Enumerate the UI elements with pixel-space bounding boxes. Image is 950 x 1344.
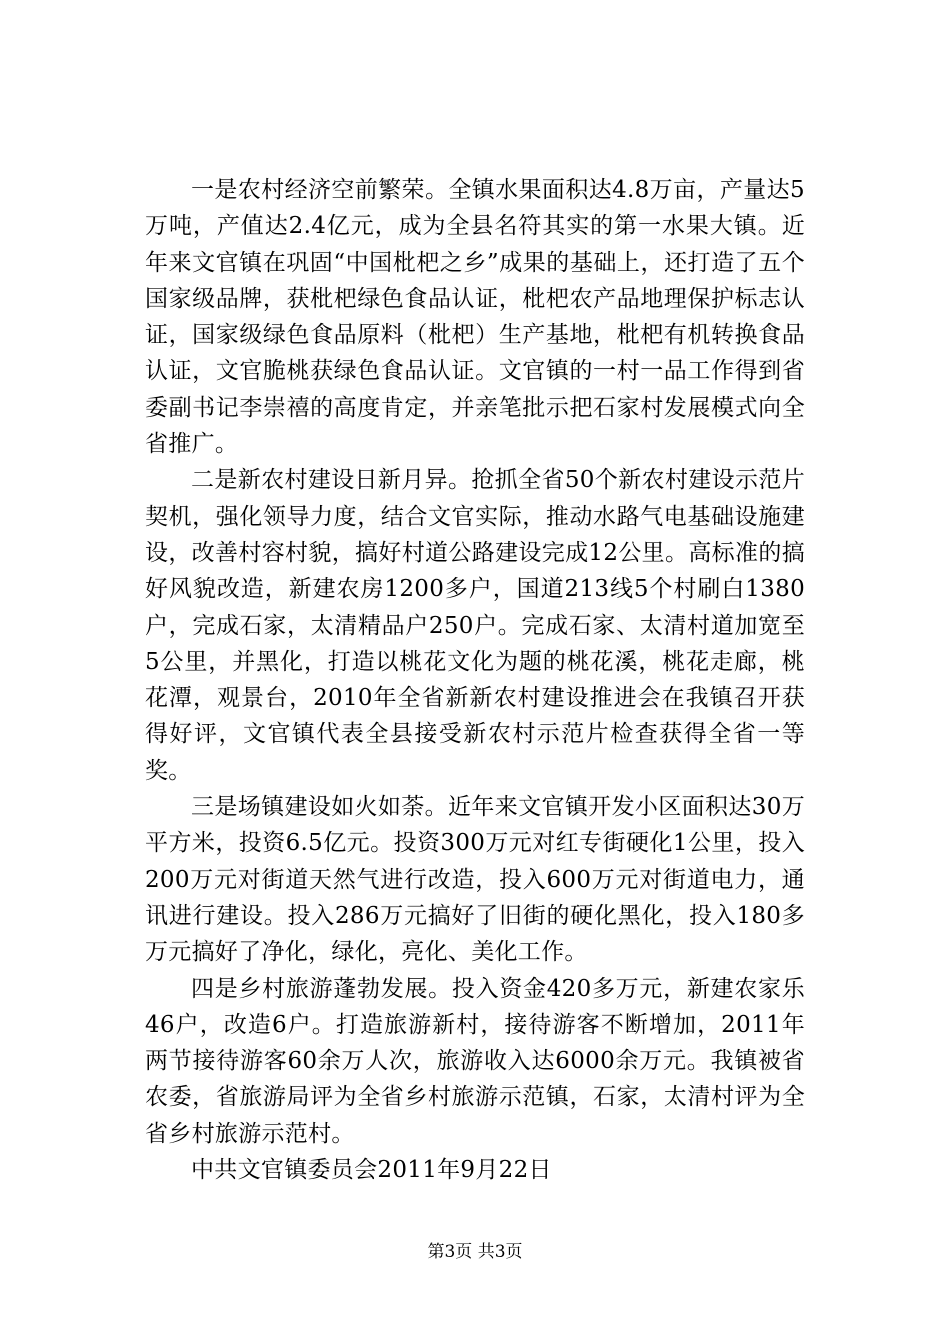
paragraph-town-construction: 三是场镇建设如火如荼。近年来文官镇开发小区面积达30万平方米，投资6.5亿元。投资300万元对红专街硬化1公里，投入200万元对街道天然气进行改造，投入600万元对街道电力，通讯进行建设。投入286万元搞好了旧街的硬化黑化，投入180多万元搞好了净化，绿化，亮化、美化工作。 bbox=[145, 794, 805, 966]
paragraph-new-countryside: 二是新农村建设日新月异。抢抓全省50个新农村建设示范片契机，强化领导力度，结合文官实际，推动水路气电基础设施建设，改善村容村貌，搞好村道公路建设完成12公里。高标准的搞好风貌改造，新建农房1200多户，国道213线5个村刷白1380户，完成石家，太清精品户250户。完成石家、太清村道加宽至5公里，并黑化，打造以桃花文化为题的桃花溪，桃花走廊，桃花潭，观景台，2010年全省新新农村建设推进会在我镇召开获得好评，文官镇代表全县接受新农村示范片检查获得全省一等奖。 bbox=[145, 467, 805, 784]
paragraph-rural-tourism: 四是乡村旅游蓬勃发展。投入资金420多万元，新建农家乐46户，改造6户。打造旅游新村，接待游客不断增加，2011年两节接待游客60余万人次，旅游收入达6000余万元。我镇被省农委，省旅游局评为全省乡村旅游示范镇，石家，太清村评为全省乡村旅游示范村。 bbox=[145, 975, 805, 1147]
paragraph-rural-economy: 一是农村经济空前繁荣。全镇水果面积达4.8万亩，产量达5万吨，产值达2.4亿元，成为全县名符其实的第一水果大镇。近年来文官镇在巩固“中国枇杷之乡”成果的基础上，还打造了五个国家级品牌，获枇杷绿色食品认证，枇杷农产品地理保护标志认证，国家级绿色食品原料（枇杷）生产基地，枇杷有机转换食品认证，文官脆桃获绿色食品认证。文官镇的一村一品工作得到省委副书记李崇禧的高度肯定，并亲笔批示把石家村发展模式向全省推广。 bbox=[145, 177, 805, 458]
signature-line: 中共文官镇委员会2011年9月22日 bbox=[191, 1157, 552, 1184]
document-body bbox=[145, 172, 805, 1188]
page-number-footer: 第3页 共3页 bbox=[427, 1242, 523, 1262]
